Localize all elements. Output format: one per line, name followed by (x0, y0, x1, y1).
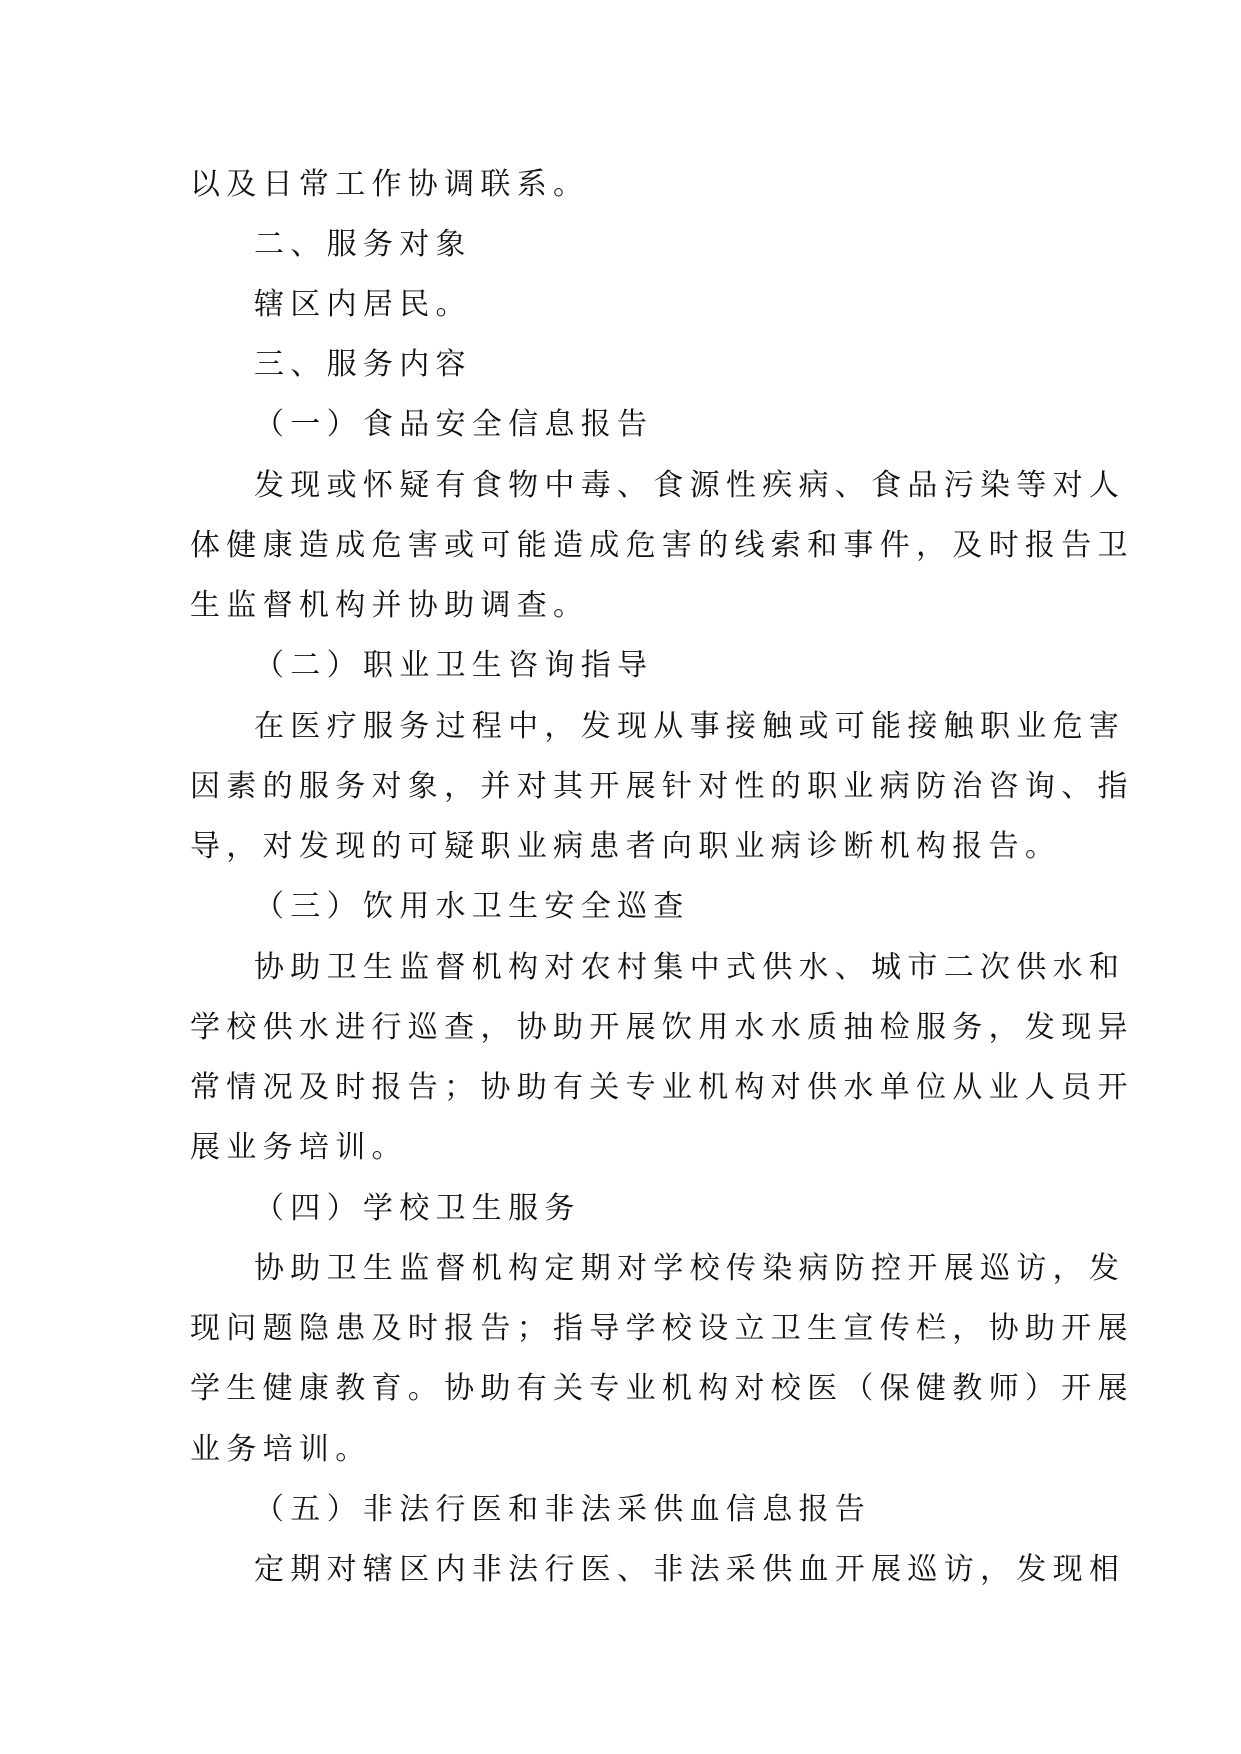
paragraph-line: 定期对辖区内非法行医、非法采供血开展巡访，发现相 (254, 1552, 1126, 1587)
paragraph-line: 协助卫生监督机构对农村集中式供水、城市二次供水和 (254, 950, 1126, 985)
subsection-heading-4: （四）学校卫生服务 (254, 1191, 581, 1226)
paragraph-line: 生监督机构并协助调查。 (190, 588, 590, 623)
subsection-heading-3: （三）饮用水卫生安全巡查 (254, 889, 690, 924)
paragraph-line: 在医疗服务过程中，发现从事接触或可能接触职业危害 (254, 709, 1126, 744)
section-heading-service-target: 二、服务对象 (254, 227, 472, 262)
paragraph-line: 发现或怀疑有食物中毒、食源性疾病、食品污染等对人 (254, 468, 1126, 503)
paragraph-line: 以及日常工作协调联系。 (190, 167, 590, 202)
paragraph-line: 因素的服务对象，并对其开展针对性的职业病防治咨询、指 (190, 769, 1134, 804)
paragraph-line: 展业务培训。 (190, 1130, 408, 1165)
paragraph-line: 协助卫生监督机构定期对学校传染病防控开展巡访，发 (254, 1251, 1126, 1286)
paragraph-line: 辖区内居民。 (254, 287, 472, 322)
paragraph-line: 体健康造成危害或可能造成危害的线索和事件，及时报告卫 (190, 528, 1134, 563)
section-heading-service-content: 三、服务内容 (254, 347, 472, 382)
subsection-heading-2: （二）职业卫生咨询指导 (254, 648, 654, 683)
paragraph-line: 现问题隐患及时报告；指导学校设立卫生宣传栏，协助开展 (190, 1311, 1134, 1346)
paragraph-line: 常情况及时报告；协助有关专业机构对供水单位从业人员开 (190, 1070, 1134, 1105)
paragraph-line: 学生健康教育。协助有关专业机构对校医（保健教师）开展 (190, 1371, 1134, 1406)
subsection-heading-1: （一）食品安全信息报告 (254, 407, 654, 442)
paragraph-line: 学校供水进行巡查，协助开展饮用水水质抽检服务，发现异 (190, 1010, 1134, 1045)
subsection-heading-5: （五）非法行医和非法采供血信息报告 (254, 1492, 872, 1527)
paragraph-line: 导，对发现的可疑职业病患者向职业病诊断机构报告。 (190, 829, 1062, 864)
paragraph-line: 业务培训。 (190, 1432, 372, 1467)
